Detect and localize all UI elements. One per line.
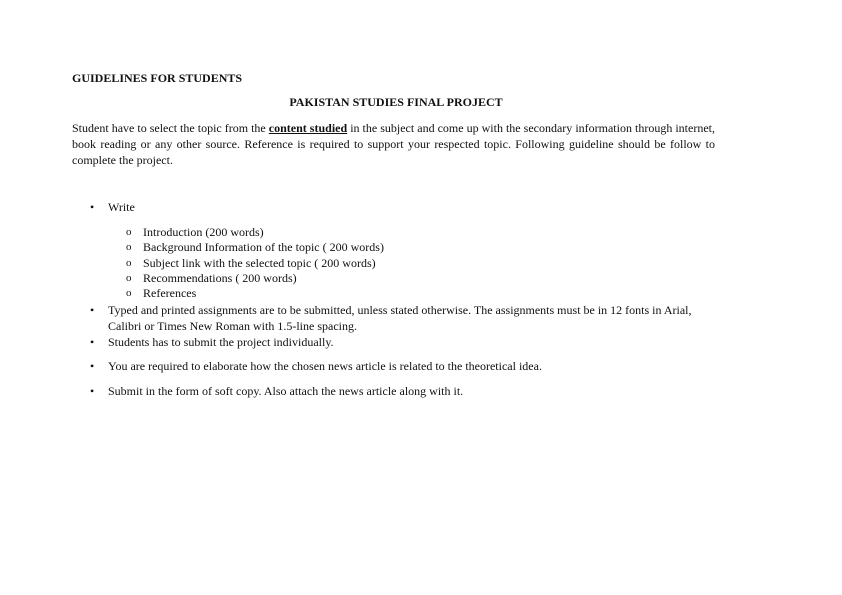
sub-item-text: Subject link with the selected topic ( 200 words) [143,256,376,270]
sub-item-text: Introduction (200 words) [143,225,264,239]
intro-emphasis: content studied [268,121,348,135]
bullet-marker: • [90,200,95,214]
bullet-text: Submit in the form of soft copy. Also attach the news article along with it. [108,384,464,398]
sub-bullet-marker: o [126,272,132,284]
intro-paragraph [72,120,715,168]
intro-text-after: in the subject and come up with the secondary information through internet, book reading or any other source. Reference is required to support your respected topic. Following guideline should be follow to complete the project. [72,121,716,167]
sub-item-text: Recommendations ( 200 words) [143,271,297,285]
intro-text-before: Student have to select the topic from the [72,121,269,135]
sub-bullet-marker: o [126,226,132,238]
sub-bullet-marker: o [126,287,132,299]
sub-item-text: References [143,286,197,300]
sub-item-text: Background Information of the topic ( 200 words) [143,240,384,254]
bullet-marker: • [90,335,95,349]
sub-bullet-marker: o [126,241,132,253]
bullet-text: You are required to elaborate how the chosen news article is related to the theoretical idea. [108,359,542,373]
bullet-marker: • [90,303,95,317]
sub-bullet-marker: o [126,257,132,269]
bullet-marker: • [90,384,95,398]
bullet-text: Typed and printed assignments are to be submitted, unless stated otherwise. The assignments must be in 12 fonts in Arial, Calibri or Times New Roman with 1.5-line spacing. [108,303,692,333]
bullet-text: Write [108,200,135,214]
bullet-marker: • [90,359,95,373]
bullet-text: Students has to submit the project individually. [108,335,334,349]
document-title: PAKISTAN STUDIES FINAL PROJECT [289,95,503,109]
document-heading: GUIDELINES FOR STUDENTS [72,71,243,85]
